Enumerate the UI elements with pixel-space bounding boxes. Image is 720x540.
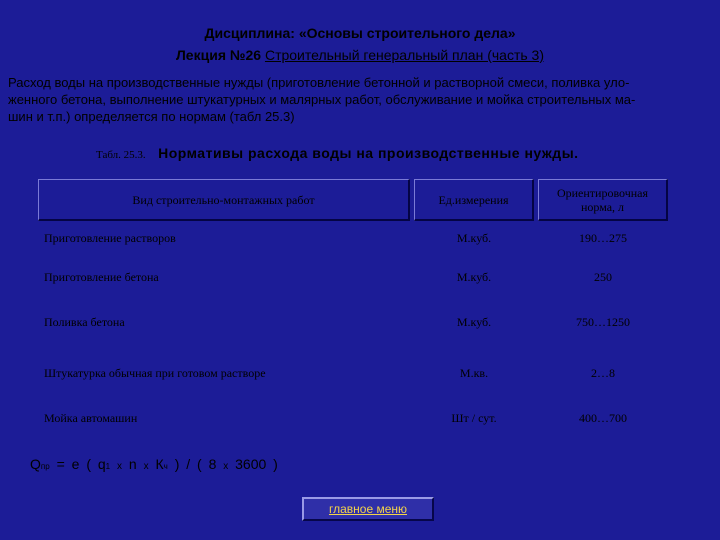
- formula-k: К: [155, 456, 164, 472]
- lecture-title-line: [0, 44, 720, 66]
- cell-norm: 250: [594, 270, 612, 284]
- cell-unit: Шт / сут.: [451, 411, 497, 425]
- cell-unit: М.кв.: [459, 366, 489, 380]
- main-menu-button[interactable]: главное меню: [302, 497, 434, 521]
- intro-line: шин и т.п.) определяется по нормам (табл 25.3): [8, 109, 295, 124]
- formula-times: х: [143, 461, 149, 472]
- cell-unit: М.куб.: [456, 270, 492, 284]
- formula-rest: ) / ( 8: [174, 456, 217, 472]
- lecture-number: Лекция №26: [175, 47, 262, 63]
- formula-k-sub: ч: [163, 462, 168, 471]
- cell-work: Мойка автомашин: [44, 411, 138, 425]
- cell-work: Штукатурка обычная при готовом растворе: [44, 366, 266, 380]
- slide-header: [0, 22, 720, 66]
- formula-times: х: [223, 461, 229, 472]
- formula-eq: = е: [56, 456, 80, 472]
- formula-tail: 3600 ): [235, 456, 278, 472]
- formula-q: Q: [30, 456, 41, 472]
- cell-unit: М.куб.: [456, 231, 492, 245]
- formula-n: n: [128, 456, 137, 472]
- discipline-title: Дисциплина: «Основы строительного дела»: [204, 25, 516, 41]
- cell-norm: 2…8: [591, 366, 615, 380]
- lecture-title: Строительный генеральный план (часть 3): [264, 47, 544, 63]
- header-unit: Ед.измерения: [414, 179, 534, 221]
- table-title: Нормативы расхода воды на производственные нужды.: [158, 145, 579, 161]
- cell-unit: М.куб.: [456, 315, 492, 329]
- formula-times: х: [117, 461, 122, 472]
- formula-q1-sub: 1: [105, 462, 111, 471]
- header-norm: Ориентировочная норма, л: [538, 179, 668, 221]
- cell-work: Приготовление бетона: [44, 270, 159, 284]
- table-reference: Табл. 25.3.: [96, 149, 146, 161]
- water-norms-table: [38, 179, 684, 435]
- header-work-type: Вид строительно-монтажных работ: [38, 179, 410, 221]
- cell-norm: 400…700: [579, 411, 627, 425]
- table-caption: [96, 145, 579, 163]
- water-consumption-formula: [30, 456, 278, 472]
- formula-open: ( q: [86, 456, 106, 472]
- cell-work: Приготовление растворов: [44, 231, 176, 245]
- cell-work: Поливка бетона: [44, 315, 125, 329]
- formula-q-sub: пр: [40, 462, 50, 471]
- cell-norm: 750…1250: [576, 315, 630, 329]
- cell-norm: 190…275: [579, 231, 627, 245]
- intro-paragraph: [8, 74, 712, 125]
- intro-line: Расход воды на производственные нужды (приготовление бетонной и растворной смеси, поливка уло-: [8, 75, 630, 90]
- intro-line: женного бетона, выполнение штукатурных и малярных работ, обслуживание и мойка строительных ма-: [8, 92, 636, 107]
